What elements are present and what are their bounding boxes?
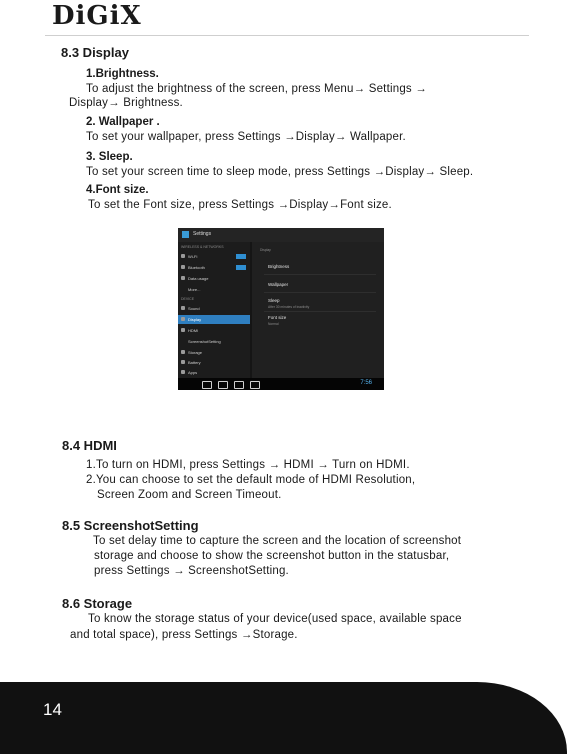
section-title-screenshot-setting: 8.5 ScreenshotSetting — [62, 518, 199, 533]
item-hdmi: HDMI — [178, 326, 250, 335]
apps-icon — [181, 370, 185, 374]
item-battery: Battery — [178, 358, 250, 367]
hdmi-text-1: 1.To turn on HDMI, press Settings → HDMI → Turn on HDMI. — [86, 459, 410, 471]
right-divider — [264, 311, 376, 312]
settings-screenshot — [178, 228, 384, 390]
home-icon — [218, 381, 228, 389]
font-size-text: To set the Font size, press Settings →Display→Font size. — [88, 199, 392, 211]
item-display-selected: Display — [178, 315, 250, 324]
item-wifi: Wi-Fi — [178, 252, 250, 261]
section-title-display: 8.3 Display — [61, 45, 129, 60]
page-number: 14 — [43, 700, 62, 719]
item-data-usage: Data usage — [178, 274, 250, 283]
right-brightness: Brightness — [268, 264, 290, 269]
storage-icon — [181, 350, 185, 354]
display-icon — [181, 317, 185, 321]
screenshot-settings-list — [178, 242, 250, 378]
right-divider — [264, 274, 376, 275]
back-icon — [202, 381, 212, 389]
hdmi-text-2: 2.You can choose to set the default mode of HDMI Resolution, — [86, 474, 416, 486]
header-wireless: WIRELESS & NETWORKS — [181, 245, 224, 249]
wallpaper-text: To set your wallpaper, press Settings →Display→ Wallpaper. — [86, 131, 406, 143]
screenshot-setting-text-1: To set delay time to capture the screen and the location of screenshot — [93, 535, 462, 547]
page-footer — [0, 682, 567, 754]
right-sleep: Sleep — [268, 298, 280, 303]
storage-text-1: To know the storage status of your device(used space, available space — [88, 613, 462, 625]
right-font-size: Font size — [268, 315, 287, 320]
item-bluetooth: Bluetooth — [178, 263, 250, 272]
sound-icon — [181, 306, 185, 310]
font-size-title: 4.Font size. — [86, 184, 149, 196]
item-apps: Apps — [178, 368, 250, 377]
header-device: DEVICE — [181, 297, 195, 301]
sleep-title: 3. Sleep. — [86, 151, 133, 163]
right-font-size-sub: Normal — [268, 322, 279, 326]
sleep-text: To set your screen time to sleep mode, press Settings →Display→ Sleep. — [86, 166, 474, 178]
screenshot-title: Settings — [193, 231, 212, 237]
right-divider — [264, 292, 376, 293]
screenshot-action-bar — [178, 228, 384, 242]
recents-icon — [234, 381, 244, 389]
brightness-text-2: Display→ Brightness. — [69, 97, 183, 109]
data-usage-icon — [181, 276, 185, 280]
status-clock: 7:56 — [360, 380, 372, 386]
settings-icon — [182, 231, 189, 238]
hdmi-text-3: Screen Zoom and Screen Timeout. — [97, 489, 282, 501]
wallpaper-title: 2. Wallpaper . — [86, 116, 160, 128]
wifi-toggle — [236, 254, 246, 259]
bluetooth-icon — [181, 265, 185, 269]
svg-text:DiGiX: DiGiX — [52, 2, 142, 28]
digix-logo — [52, 2, 202, 28]
screenshot-icon — [250, 381, 260, 389]
item-sound: Sound — [178, 304, 250, 313]
header-rule — [45, 35, 529, 36]
item-storage: Storage — [178, 348, 250, 357]
item-screenshot-setting: ScreenshotSetting — [188, 339, 221, 344]
brightness-text-1: To adjust the brightness of the screen, press Menu→ Settings → — [86, 83, 427, 95]
battery-icon — [181, 360, 185, 364]
storage-text-2: and total space), press Settings →Storage. — [70, 629, 298, 641]
section-title-storage: 8.6 Storage — [62, 596, 133, 611]
item-more: More... — [188, 287, 201, 292]
bluetooth-toggle — [236, 265, 246, 270]
screenshot-display-panel — [252, 242, 384, 378]
section-title-hdmi: 8.4 HDMI — [62, 438, 117, 453]
screenshot-nav-bar — [178, 378, 384, 390]
hdmi-icon — [181, 328, 185, 332]
screenshot-setting-text-3: press Settings → ScreenshotSetting. — [94, 565, 289, 577]
brightness-title: 1.Brightness. — [86, 68, 159, 80]
right-header: Display — [260, 248, 271, 252]
wifi-icon — [181, 254, 185, 258]
screenshot-setting-text-2: storage and choose to show the screenshot button in the statusbar, — [94, 550, 450, 562]
right-wallpaper: Wallpaper — [268, 282, 289, 287]
right-sleep-sub: After 30 minutes of inactivity — [268, 305, 310, 309]
